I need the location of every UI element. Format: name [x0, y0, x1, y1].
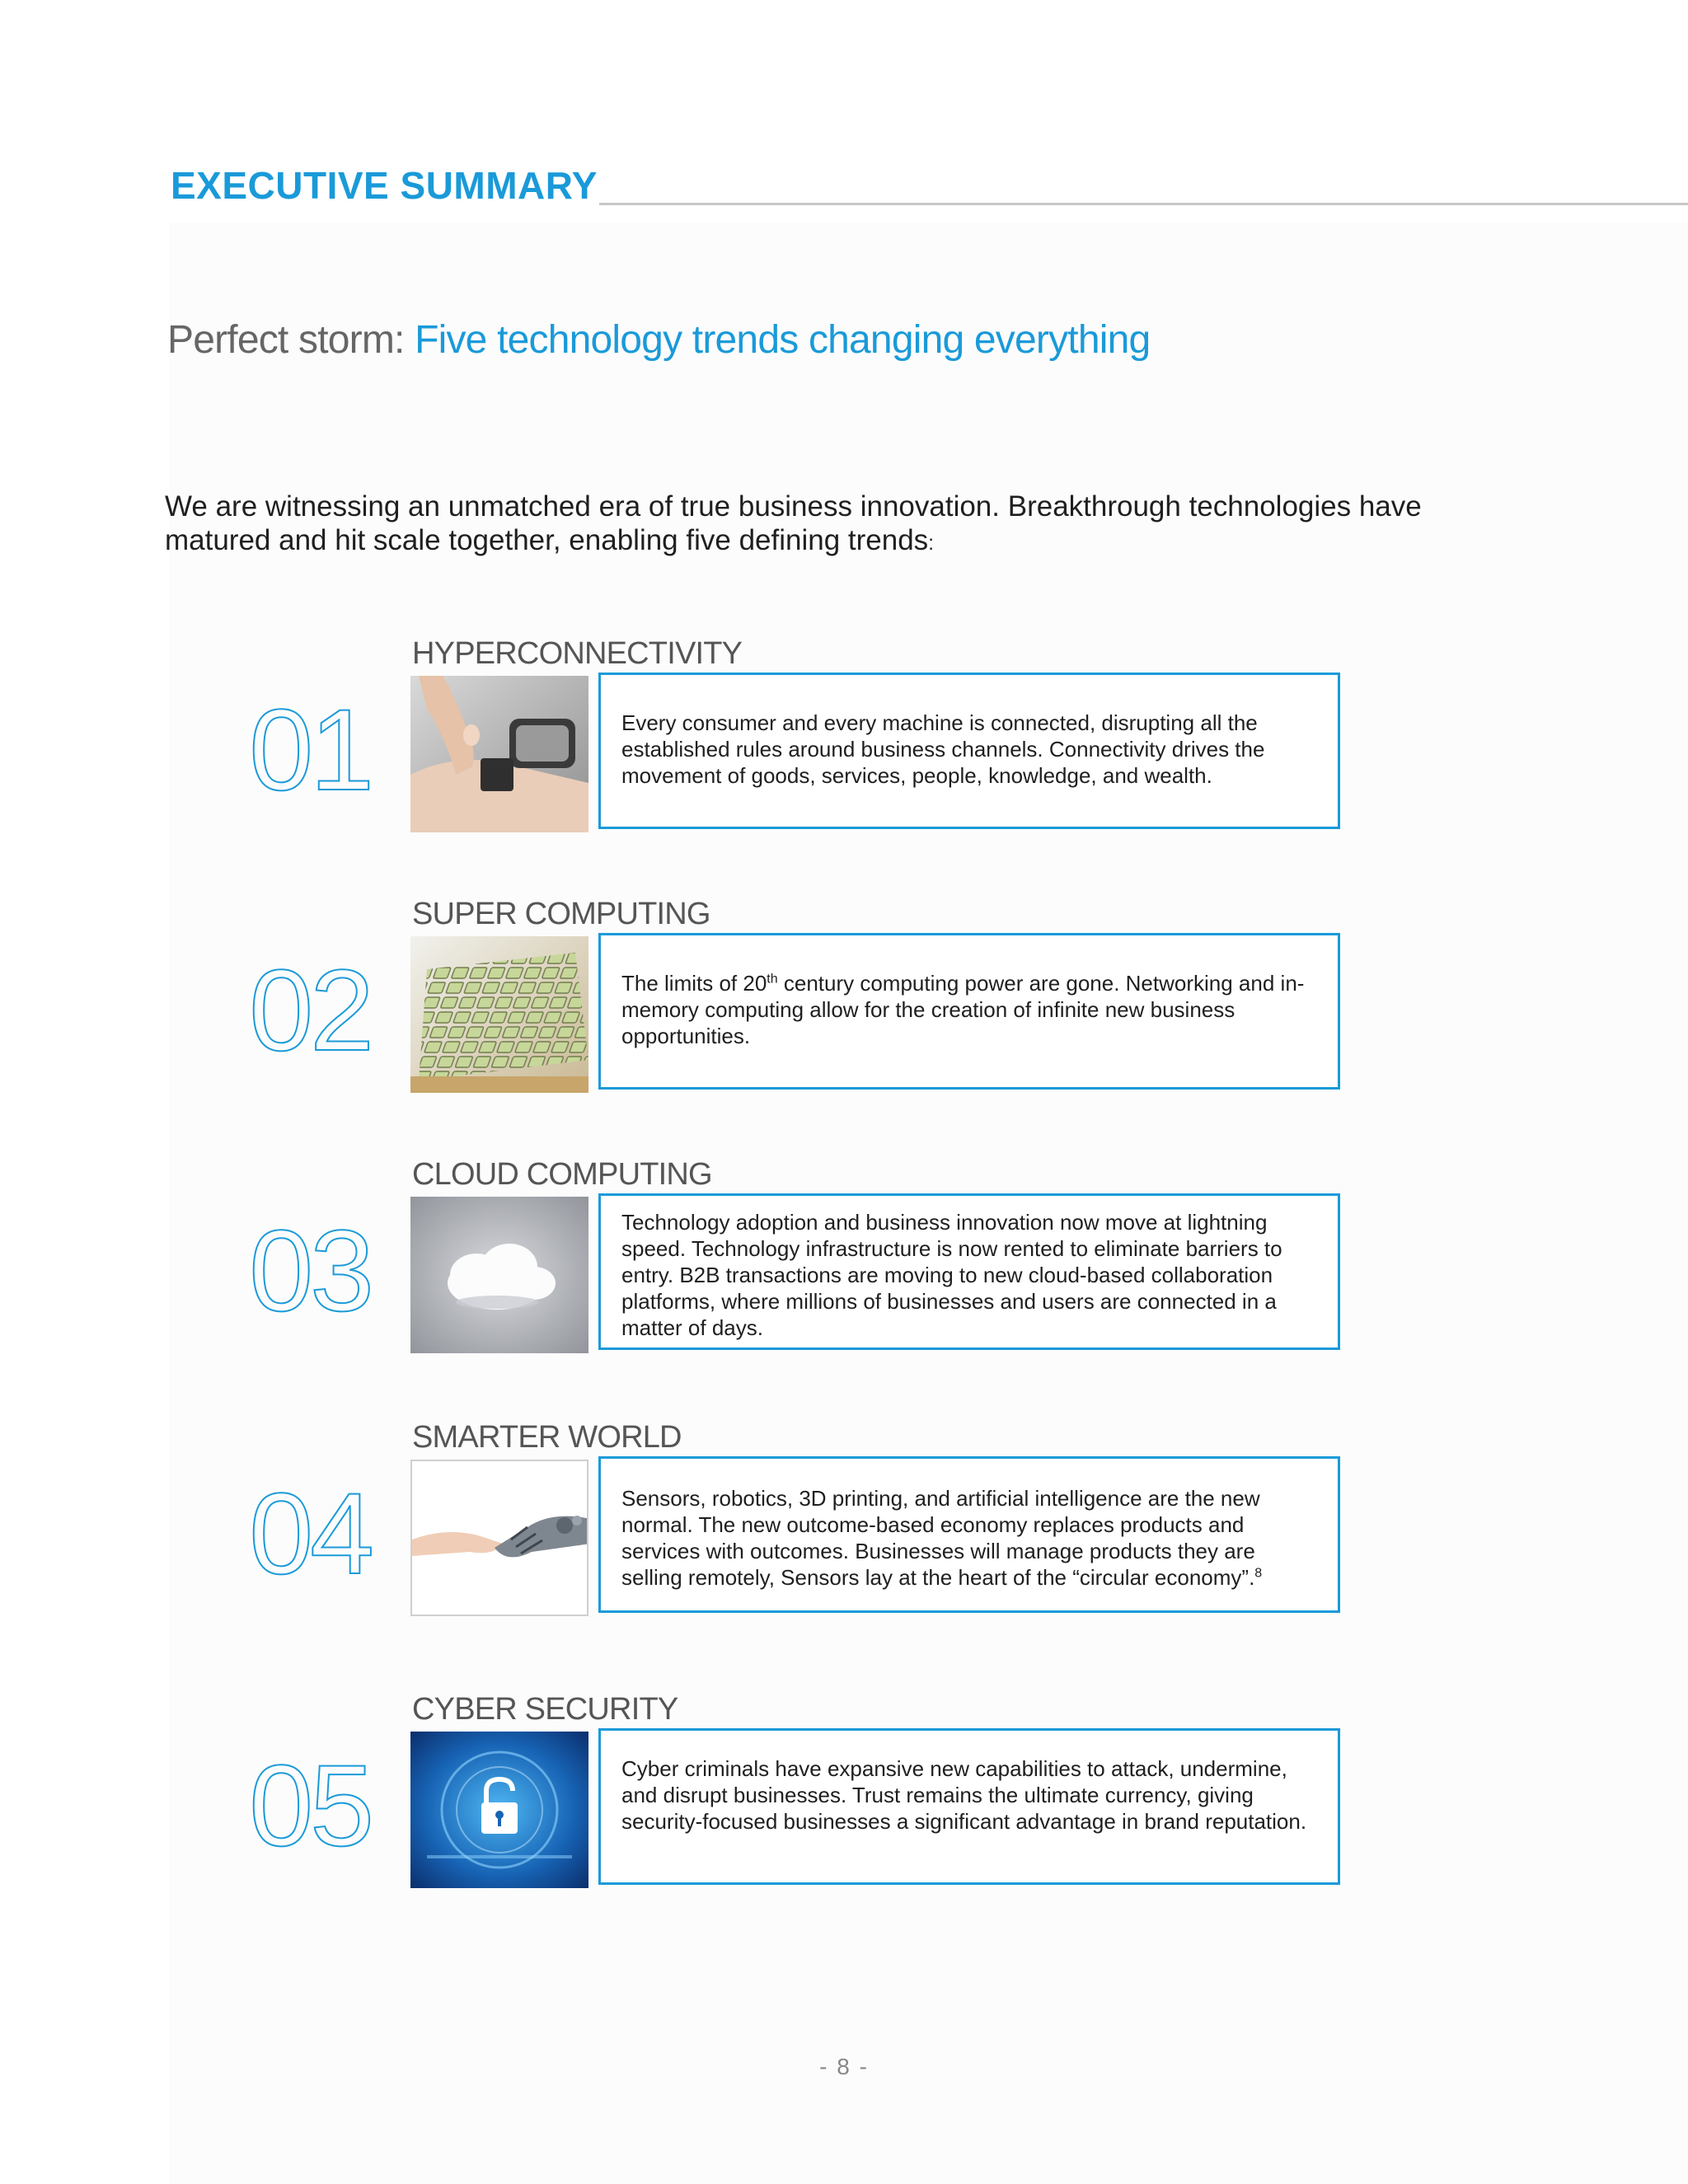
cloud-image [410, 1197, 588, 1353]
trend-number: 01 [249, 685, 371, 814]
smartwatch-image [410, 676, 588, 832]
trend-title: CYBER SECURITY [412, 1692, 678, 1727]
microchip-image [410, 936, 588, 1093]
trend-description-start: The limits of 20 [621, 971, 767, 996]
trend-item-cloud-computing [0, 1157, 1688, 1355]
page-title-prefix: Perfect storm: [167, 318, 415, 362]
intro-colon: : [928, 532, 935, 555]
trend-title: SUPER COMPUTING [412, 897, 710, 931]
intro-paragraph [165, 490, 1500, 560]
trend-item-super-computing [0, 897, 1688, 1094]
trend-description-box: Cyber criminals have expansive new capabilities to attack, undermine, and disrupt businesses. Trust remains the ultimate currency, giving security-focused businesses a significant advantage in brand reputation. [598, 1728, 1340, 1885]
trend-item-cyber-security [0, 1692, 1688, 1890]
trend-item-hyperconnectivity [0, 636, 1688, 834]
trend-description-box [598, 1456, 1340, 1613]
robot-handshake-image [410, 1460, 588, 1616]
trend-description-box [598, 933, 1340, 1090]
trend-title: SMARTER WORLD [412, 1420, 682, 1455]
trend-number: 05 [249, 1741, 371, 1870]
trend-description-box: Technology adoption and business innovation now move at lightning speed. Technology infrastructure is now rented to eliminate barriers to entry. B2B transactions are moving to new cloud-based collaboration platforms, where millions of businesses and users are connected in a matter of days. [598, 1193, 1340, 1350]
page-title-highlight: Five technology trends changing everything [415, 318, 1151, 362]
header-rule [599, 203, 1688, 205]
padlock-image [410, 1732, 588, 1888]
trend-description: Sensors, robotics, 3D printing, and artificial intelligence are the new normal. The new outcome-based economy replaces products and services with outcomes. Businesses will manage products they are selling remotely, Sensors lay at the heart of the “circular economy”. [621, 1486, 1260, 1590]
trend-description-box: Every consumer and every machine is connected, disrupting all the established rules around business channels. Connectivity drives the movement of goods, services, people, knowledge, and wealth. [598, 673, 1340, 829]
section-header: EXECUTIVE SUMMARY [171, 164, 598, 207]
ordinal-superscript: th [767, 972, 778, 987]
trend-title: CLOUD COMPUTING [412, 1157, 712, 1192]
trend-title: HYPERCONNECTIVITY [412, 636, 743, 671]
trend-number: 04 [249, 1469, 371, 1598]
page-number: - 8 - [819, 2054, 869, 2079]
trend-number: 03 [249, 1206, 371, 1335]
page-title [167, 317, 1150, 363]
trend-description-end: century computing power are gone. Networking and in-memory computing allow for the creation of infinite new business opportunities. [621, 971, 1305, 1048]
intro-text: We are witnessing an unmatched era of true business innovation. Breakthrough technologies have matured and hit scale together, enabling five defining trends [165, 490, 1422, 556]
footnote-marker[interactable]: 8 [1254, 1566, 1263, 1581]
trend-item-smarter-world [0, 1420, 1688, 1618]
trend-number: 02 [249, 945, 371, 1075]
